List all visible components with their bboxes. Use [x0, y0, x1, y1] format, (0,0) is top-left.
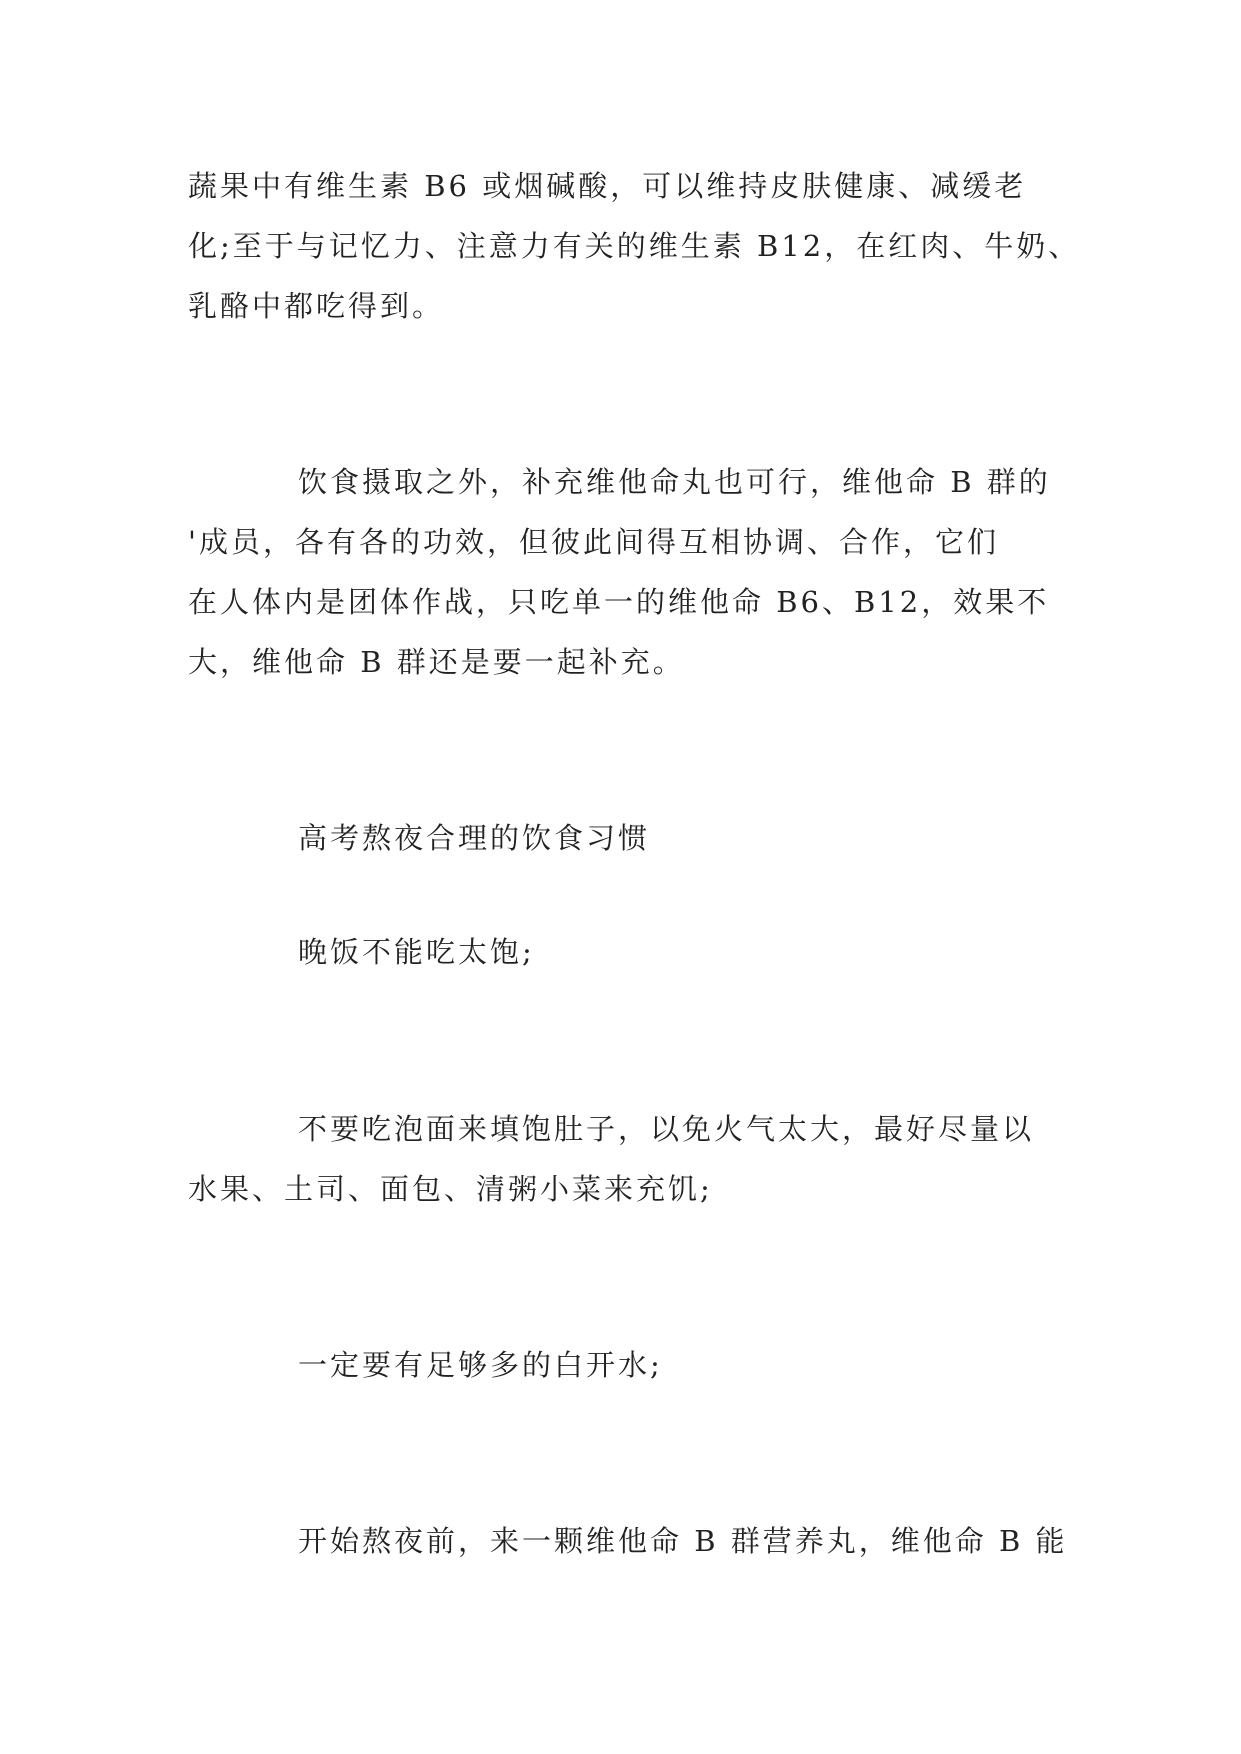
paragraph-1-line-3: 乳酪中都吃得到。 — [188, 289, 445, 323]
paragraph-2-line-2: '成员，各有各的功效，但彼此间得互相协调、合作，它们 — [188, 525, 999, 559]
paragraph-1-line-1: 蔬果中有维生素 B6 或烟碱酸，可以维持皮肤健康、减缓老 — [188, 169, 1027, 203]
section-heading: 高考熬夜合理的饮食习惯 — [298, 821, 651, 855]
paragraph-4-line-2: 水果、土司、面包、清粥小菜来充饥; — [188, 1172, 713, 1206]
paragraph-1-line-2: 化;至于与记忆力、注意力有关的维生素 B12，在红肉、牛奶、 — [188, 229, 1081, 263]
paragraph-5-line-1: 一定要有足够多的白开水; — [298, 1348, 663, 1382]
paragraph-6-line-1: 开始熬夜前，来一颗维他命 B 群营养丸，维他命 B 能 — [298, 1524, 1068, 1558]
paragraph-2-line-1: 饮食摄取之外，补充维他命丸也可行，维他命 B 群的 — [298, 465, 1051, 499]
paragraph-3-line-1: 晚饭不能吃太饱; — [298, 935, 535, 969]
paragraph-4-line-1: 不要吃泡面来填饱肚子，以免火气太大，最好尽量以 — [298, 1112, 1035, 1146]
paragraph-2-line-4: 大，维他命 B 群还是要一起补充。 — [188, 645, 685, 679]
paragraph-2-line-3: 在人体内是团体作战，只吃单一的维他命 B6、B12，效果不 — [188, 585, 1050, 619]
